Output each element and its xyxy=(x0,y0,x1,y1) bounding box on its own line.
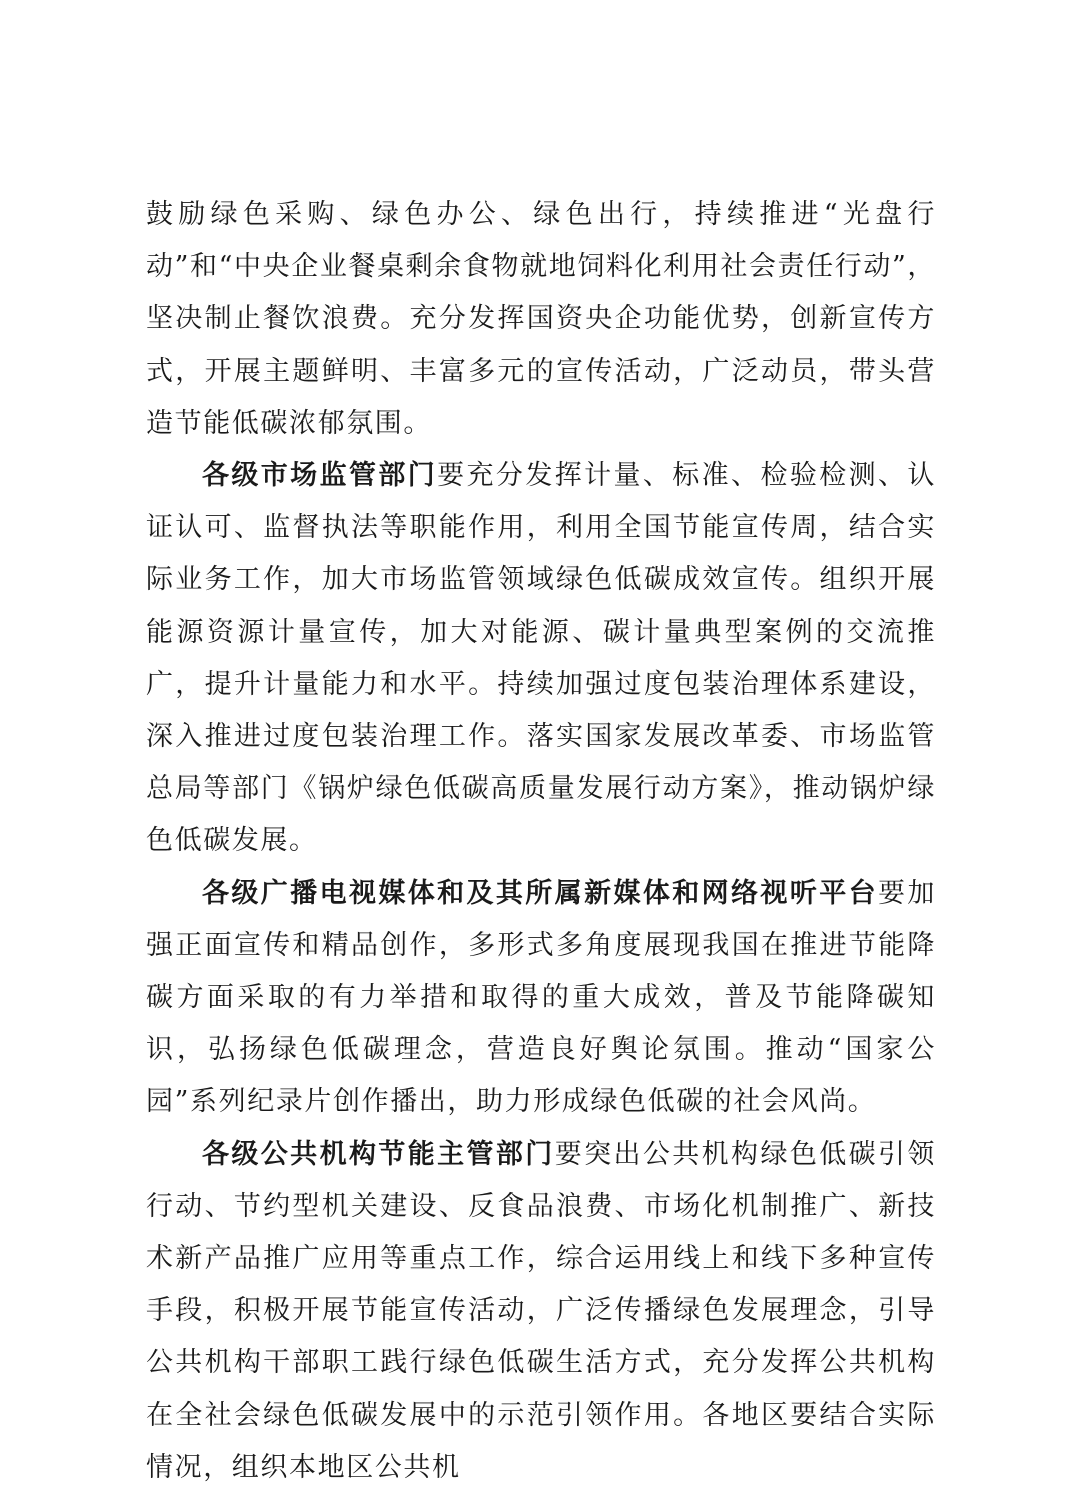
paragraph-text: 要突出公共机构绿色低碳引领行动、节约型机关建设、反食品浪费、市场化机制推广、新技术新产品推广应用等重点工作，综合运用线上和线下多种宣传手段，积极开展节能宣传活动，广泛传播绿色发展理念，引导公共机构干部职工践行绿色低碳生活方式，充分发挥公共机构在全社会绿色低碳发展中的示范引领作用。各地区要结合实际情况，组织本地区公共机 xyxy=(146,1138,936,1483)
paragraph-text: 鼓励绿色采购、绿色办公、绿色出行，持续推进“光盘行动”和“中央企业餐桌剩余食物就地饲料化利用社会责任行动”，坚决制止餐饮浪费。充分发挥国资央企功能优势，创新宣传方式，开展主题鲜明、丰富多元的宣传活动，广泛动员，带头营造节能低碳浓郁氛围。 xyxy=(146,199,936,439)
paragraph-lead: 各级市场监管部门 xyxy=(202,460,438,492)
paragraph-lead: 各级公共机构节能主管部门 xyxy=(202,1138,555,1170)
paragraph-public-institutions xyxy=(146,1129,936,1494)
paragraph-lead: 各级广播电视媒体和及其所属新媒体和网络视听平台 xyxy=(202,877,878,909)
paragraph-text: 要充分发挥计量、标准、检验检测、认证认可、监督执法等职能作用，利用全国节能宣传周，结合实际业务工作，加大市场监管领域绿色低碳成效宣传。组织开展能源资源计量宣传，加大对能源、碳计量典型案例的交流推广，提升计量能力和水平。持续加强过度包装治理体系建设，深入推进过度包装治理工作。落实国家发展改革委、市场监管总局等部门《锅炉绿色低碳高质量发展行动方案》，推动锅炉绿色低碳发展。 xyxy=(146,460,936,857)
paragraph-broadcast-media xyxy=(146,868,936,1129)
document-body xyxy=(146,189,936,1494)
paragraph-text: 要加强正面宣传和精品创作，多形式多角度展现我国在推进节能降碳方面采取的有力举措和取得的重大成效，普及节能降碳知识，弘扬绿色低碳理念，营造良好舆论氛围。推动“国家公园”系列纪录片创作播出，助力形成绿色低碳的社会风尚。 xyxy=(146,877,936,1118)
paragraph-continued xyxy=(146,189,936,450)
paragraph-market-regulation xyxy=(146,450,936,868)
